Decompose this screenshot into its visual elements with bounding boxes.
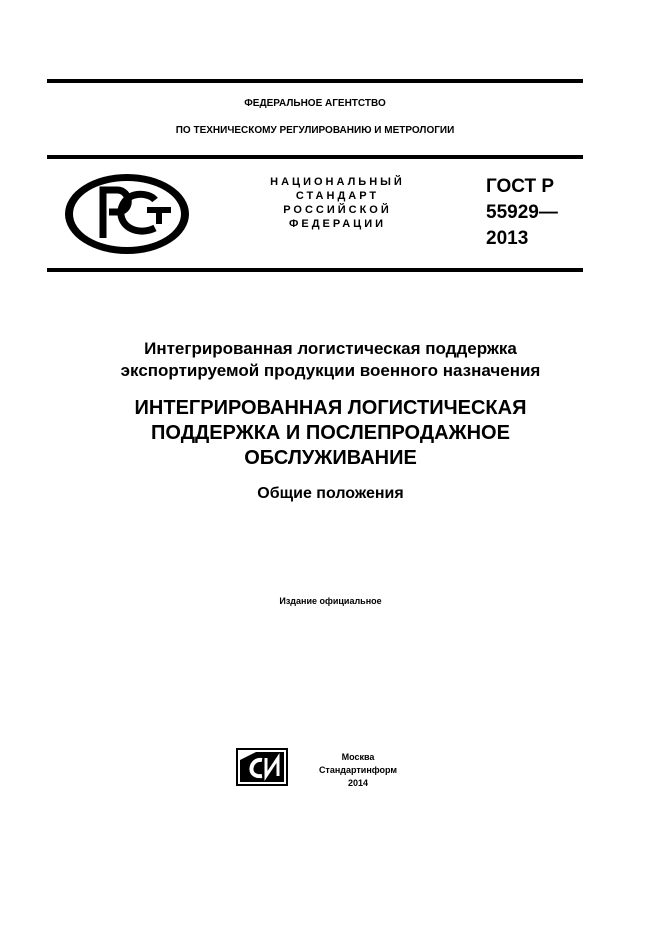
gost-designation <box>486 174 558 252</box>
edition-label: Издание официальное <box>279 596 382 606</box>
main-title-line-1: ИНТЕГРИРОВАННАЯ ЛОГИСТИЧЕСКАЯ <box>134 397 527 419</box>
national-standard-line-1: НАЦИОНАЛЬНЫЙ <box>270 176 405 188</box>
gost-line-2: 55929— <box>486 202 558 223</box>
national-standard-line-3: РОССИЙСКОЙ <box>283 204 392 216</box>
main-title-line-3: ОБСЛУЖИВАНИЕ <box>244 447 417 469</box>
subtitle: Общие положения <box>257 485 404 502</box>
top-rule <box>47 79 583 83</box>
agency-line-2: ПО ТЕХНИЧЕСКОМУ РЕГУЛИРОВАНИЮ И МЕТРОЛОГИИ <box>175 125 455 136</box>
gost-line-1: ГОСТ Р <box>486 176 555 197</box>
main-title <box>47 396 614 471</box>
series-title-line-1: Интегрированная логистическая поддержка <box>144 339 517 358</box>
main-title-line-2: ПОДДЕРЖКА И ПОСЛЕПРОДАЖНОЕ <box>151 422 510 444</box>
publisher-name: Стандартинформ <box>318 765 398 775</box>
series-title <box>47 338 614 382</box>
national-standard-line-2: СТАНДАРТ <box>295 190 380 202</box>
agency-line-1: ФЕДЕРАЛЬНОЕ АГЕНТСТВО <box>244 98 386 109</box>
rst-certification-mark-icon <box>63 172 191 256</box>
national-standard-line-4: ФЕДЕРАЦИИ <box>288 218 387 230</box>
standartinform-logo-icon <box>236 748 288 786</box>
gost-line-3: 2013 <box>486 228 529 249</box>
national-standard-label <box>245 175 430 231</box>
divider-rule <box>47 268 583 272</box>
header-rule <box>47 155 583 159</box>
series-title-line-2: экспортируемой продукции военного назначения <box>120 361 541 380</box>
publisher-city: Москва <box>341 752 375 762</box>
publisher-block <box>300 751 416 790</box>
publisher-year: 2014 <box>347 778 369 788</box>
